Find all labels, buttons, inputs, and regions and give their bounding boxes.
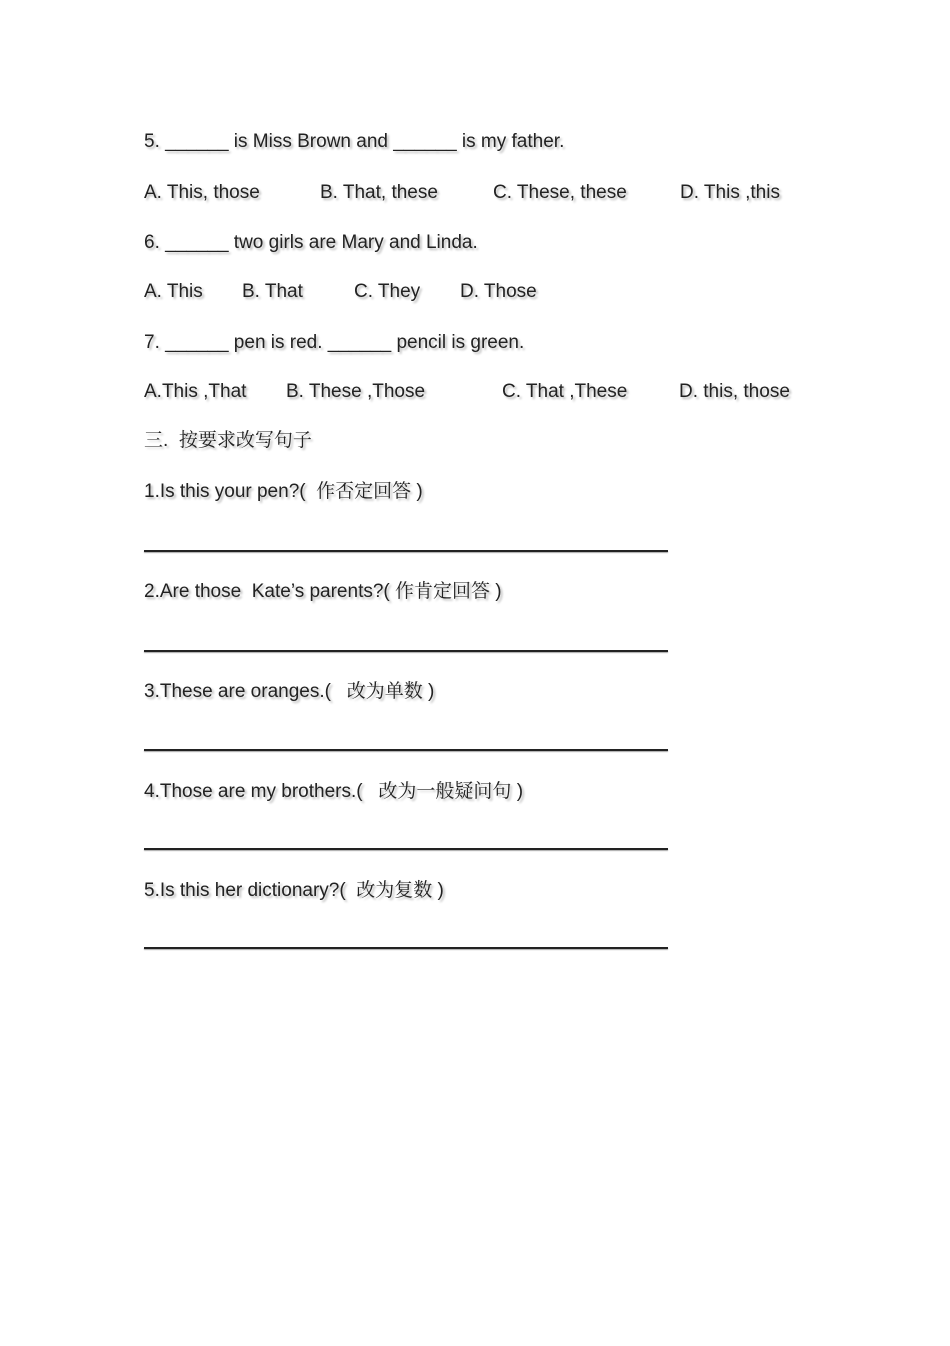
rewrite-item-1: 1.Is this your pen?( 作否定回答 ) <box>144 481 423 502</box>
question-5-option-c: C. These, these <box>493 182 627 203</box>
rewrite-item-3: 3.These are oranges.( 改为单数 ) <box>144 681 435 702</box>
answer-line-4[interactable] <box>144 848 668 850</box>
question-6-stem: 6. ______ two girls are Mary and Linda. <box>144 232 478 253</box>
answer-line-3[interactable] <box>144 749 668 751</box>
question-5-option-a: A. This, those <box>144 182 260 203</box>
answer-line-5[interactable] <box>144 947 668 949</box>
question-7-option-c: C. That ,These <box>502 381 628 402</box>
rewrite-item-2: 2.Are those Kate’s parents?( 作肯定回答 ) <box>144 581 502 602</box>
section-3-heading: 三. 按要求改写句子 <box>144 430 312 451</box>
question-7-option-a: A.This ,That <box>144 381 247 402</box>
rewrite-item-5: 5.Is this her dictionary?( 改为复数 ) <box>144 880 444 901</box>
question-6-option-d: D. Those <box>460 281 537 302</box>
question-6-option-a: A. This <box>144 281 203 302</box>
rewrite-item-4: 4.Those are my brothers.( 改为一般疑问句 ) <box>144 781 524 802</box>
question-5-stem: 5. ______ is Miss Brown and ______ is my father. <box>144 131 565 152</box>
question-7-option-d: D. this, those <box>679 381 790 402</box>
question-7-stem: 7. ______ pen is red. ______ pencil is green. <box>144 332 525 353</box>
question-7-option-b: B. These ,Those <box>286 381 426 402</box>
question-5-option-d: D. This ,this <box>680 182 780 203</box>
question-5-option-b: B. That, these <box>320 182 438 203</box>
answer-line-2[interactable] <box>144 650 668 652</box>
question-6-option-c: C. They <box>354 281 421 302</box>
question-6-option-b: B. That <box>242 281 303 302</box>
answer-line-1[interactable] <box>144 550 668 552</box>
